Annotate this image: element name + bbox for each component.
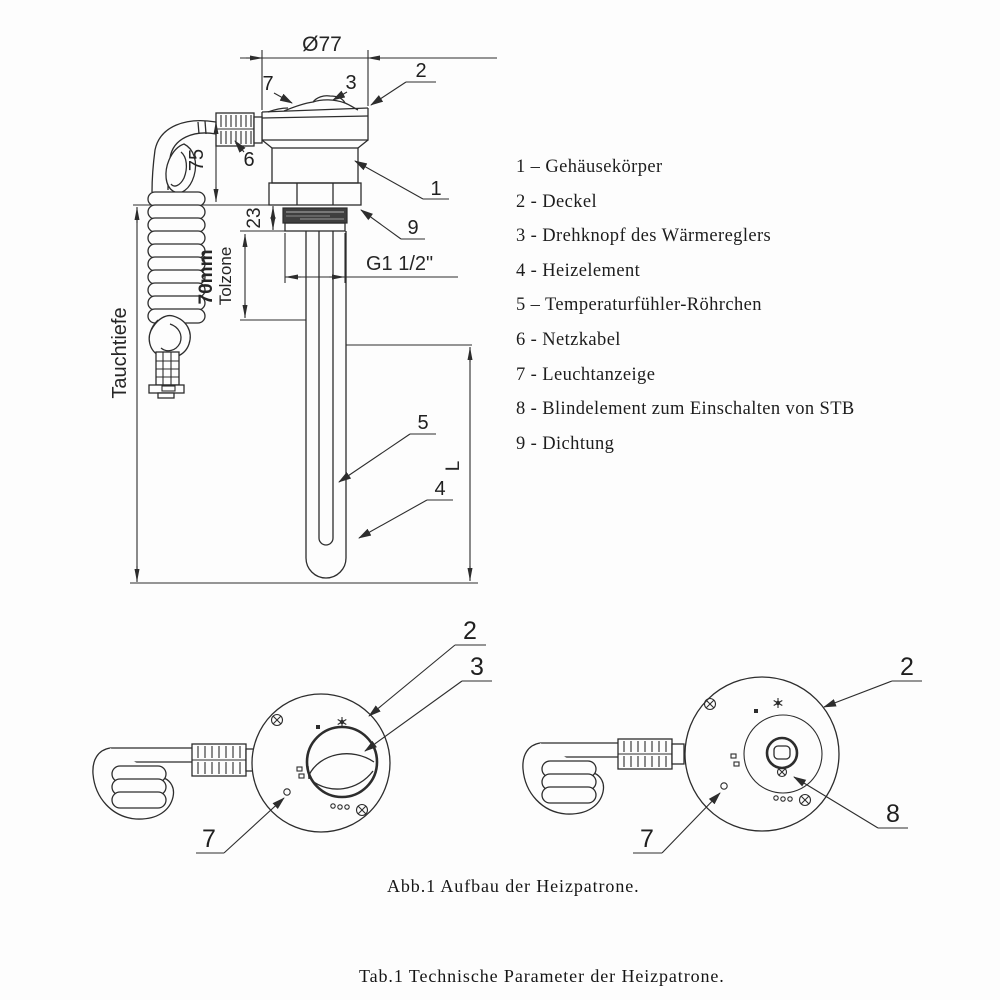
callout-4-main xyxy=(359,478,453,538)
legend-item: 9 - Dichtung xyxy=(516,433,615,454)
figure-caption: Abb.1 Aufbau der Heizpatrone. xyxy=(387,876,640,896)
cable-coil-left-view xyxy=(93,748,192,819)
svg-text:8: 8 xyxy=(886,800,900,828)
callout-7-main xyxy=(262,73,292,103)
svg-text:6: 6 xyxy=(243,149,255,171)
svg-text:9: 9 xyxy=(407,217,419,239)
housing-body xyxy=(272,148,358,183)
cable-gland-right-view xyxy=(618,739,684,769)
svg-text:5: 5 xyxy=(417,412,429,434)
svg-text:3: 3 xyxy=(470,653,484,681)
legend-item: 3 - Drehknopf des Wärmereglers xyxy=(516,226,772,247)
scale-mark xyxy=(754,709,758,713)
legend-item: 8 - Blindelement zum Einschalten von STB xyxy=(516,399,855,420)
callout-5-main xyxy=(339,412,436,482)
dimension-dead-zone-value: 70mm xyxy=(196,249,217,305)
dimension-diameter xyxy=(240,50,497,110)
svg-text:1: 1 xyxy=(430,178,442,200)
svg-text:7: 7 xyxy=(640,825,654,853)
callout-1-main xyxy=(355,161,449,200)
dimension-23-label: 23 xyxy=(244,207,265,229)
legend-item: 5 – Temperaturfühler-Röhrchen xyxy=(516,295,762,316)
svg-text:4: 4 xyxy=(434,478,446,500)
dimension-thread-label: G1 1/2" xyxy=(366,253,434,275)
scale-mark xyxy=(316,725,320,729)
thread-flange xyxy=(285,223,345,231)
callout-2-right xyxy=(824,653,922,707)
legend-item: 4 - Heizelement xyxy=(516,260,641,281)
svg-text:2: 2 xyxy=(463,617,477,645)
callout-9-main xyxy=(361,210,425,239)
parts-legend xyxy=(516,150,916,461)
dimension-dead-zone-label: Tolzone xyxy=(216,246,235,306)
cover-face-left xyxy=(252,694,390,832)
callout-2-left xyxy=(369,617,486,716)
hex-nut xyxy=(269,183,361,205)
svg-text:3: 3 xyxy=(345,72,357,94)
callout-2-main xyxy=(371,60,436,105)
thermostat-cap xyxy=(262,96,368,148)
cable-gland xyxy=(216,113,262,146)
dimension-diameter-label: Ø77 xyxy=(302,33,342,56)
table-caption: Tab.1 Technische Parameter der Heizpatrone. xyxy=(359,966,725,986)
heating-element-tube xyxy=(306,231,346,578)
seal-gasket xyxy=(283,208,347,223)
front-view-right xyxy=(523,653,922,853)
sensor-tube xyxy=(319,231,333,545)
dimension-length-label: L xyxy=(443,460,464,472)
svg-text:7: 7 xyxy=(262,73,274,95)
front-view-left xyxy=(93,617,492,853)
svg-text:7: 7 xyxy=(202,825,216,853)
dimension-immersion-label: Tauchtiefe xyxy=(109,307,131,399)
cable-gland-left-view xyxy=(192,744,254,776)
cable-coil-right-view xyxy=(523,743,618,814)
power-plug xyxy=(149,316,190,398)
svg-text:2: 2 xyxy=(900,653,914,681)
legend-item: 7 - Leuchtanzeige xyxy=(516,364,656,385)
dimension-75-label: 75 xyxy=(186,148,208,172)
legend-item: 2 - Deckel xyxy=(516,191,598,212)
callout-3-main xyxy=(333,72,357,100)
svg-text:2: 2 xyxy=(415,60,427,82)
cover-face-right xyxy=(685,677,839,831)
legend-item: 1 – Gehäusekörper xyxy=(516,157,663,177)
main-section-view xyxy=(109,33,497,583)
legend-item: 6 - Netzkabel xyxy=(516,329,621,350)
